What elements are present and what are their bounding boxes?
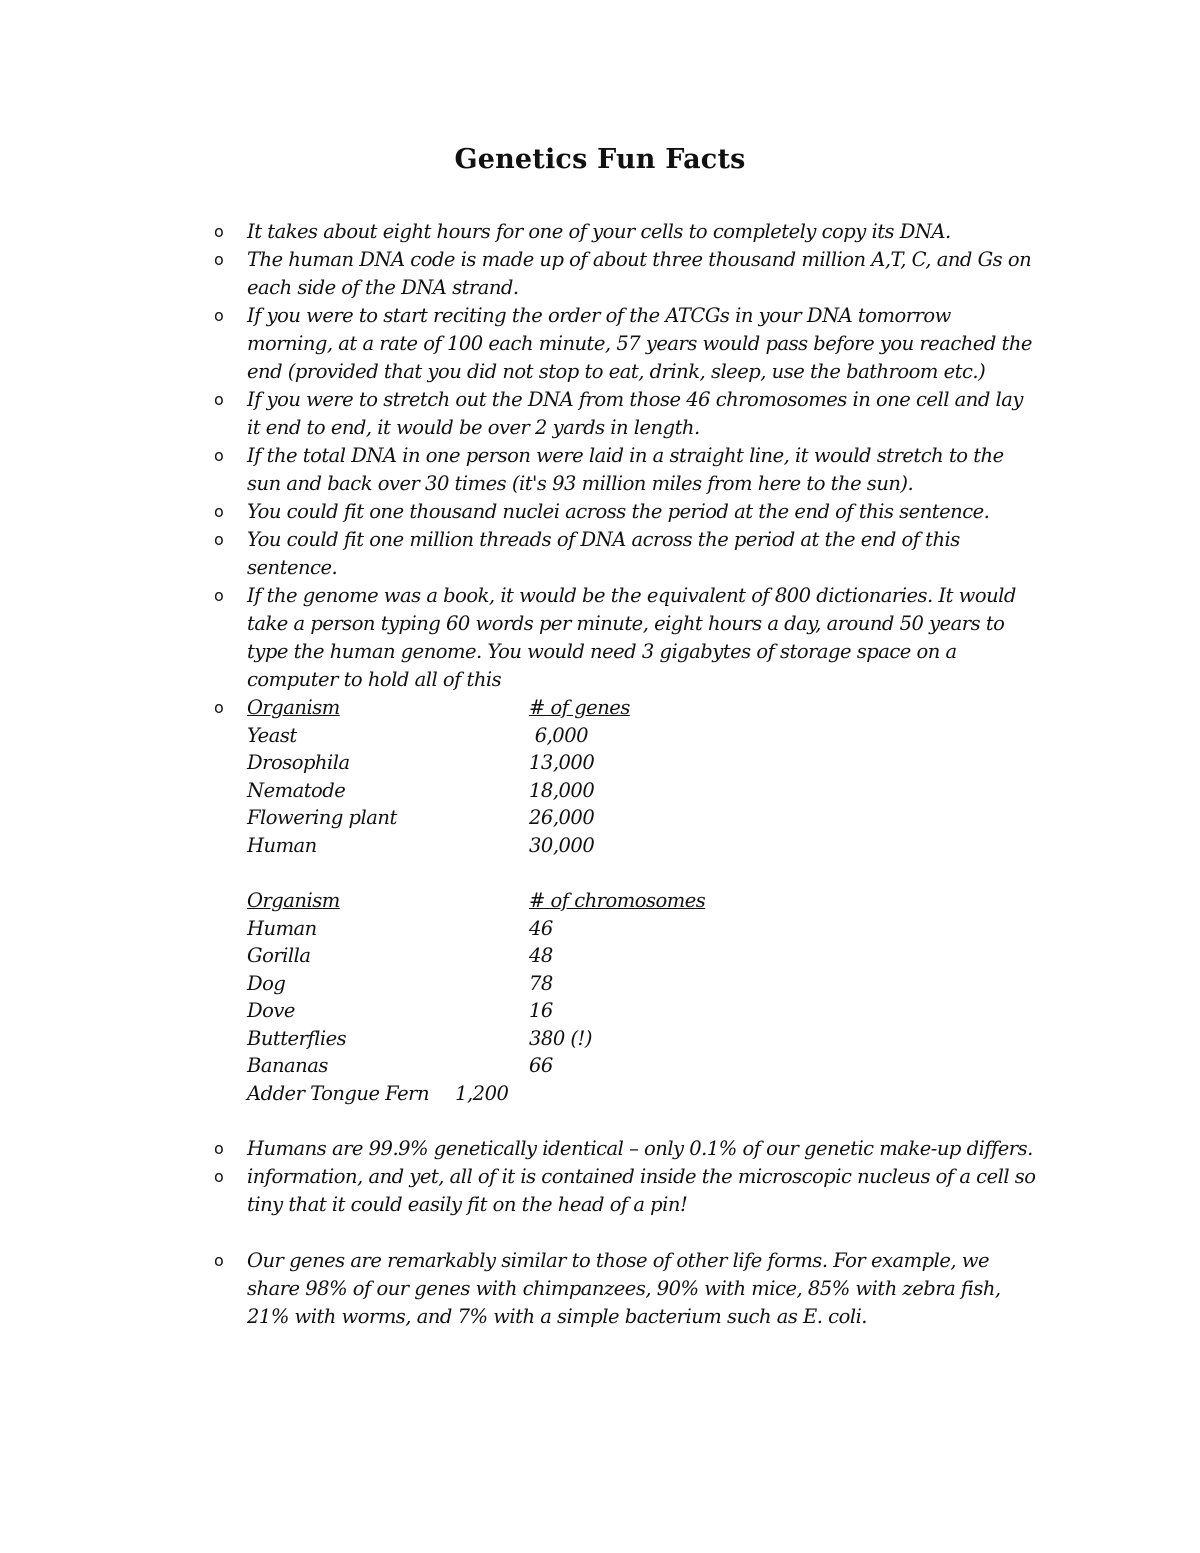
fact-text: You could fit one million threads of DNA across the period at the end of this sentence. xyxy=(247,528,960,579)
table-header-row xyxy=(247,887,1040,915)
genes-cell: 18,000 xyxy=(529,778,595,802)
organism-cell: Human xyxy=(247,916,317,940)
table-row xyxy=(247,1052,1040,1080)
table-row xyxy=(247,942,1040,970)
list-item xyxy=(210,1163,1040,1219)
list-item xyxy=(210,302,1040,386)
table-row xyxy=(247,832,1040,860)
genes-table xyxy=(247,694,1040,859)
page-title: Genetics Fun Facts xyxy=(454,144,746,175)
facts-list xyxy=(210,218,1040,1331)
bullet-marker: o xyxy=(214,446,224,465)
genes-cell: 13,000 xyxy=(529,751,595,774)
table-spacer xyxy=(247,859,1040,887)
fact-text: information, and yet, all of it is contained inside the microscopic nucleus of a cell so tiny that it could easily fit on the head of a pin! xyxy=(247,1165,1036,1216)
bullet-marker: o xyxy=(214,306,224,325)
organism-cell: Adder Tongue Fern xyxy=(247,1081,430,1105)
chromosomes-cell: 48 xyxy=(529,944,553,967)
organism-cell: Yeast xyxy=(247,723,297,747)
list-item xyxy=(210,218,1040,246)
fact-text: If you were to stretch out the DNA from those 46 chromosomes in one cell and lay it end to end, it would be over 2 yards in length. xyxy=(247,388,1023,439)
organism-cell: Butterflies xyxy=(247,1026,347,1050)
bullet-marker: o xyxy=(214,250,224,269)
organism-cell: Drosophila xyxy=(247,751,350,774)
fact-text: Humans are 99.9% genetically identical – only 0.1% of our genetic make-up differs. xyxy=(247,1137,1033,1160)
bullet-marker: o xyxy=(214,698,224,717)
column-header-organism: Organism xyxy=(247,889,340,912)
chromosomes-table xyxy=(247,887,1040,1107)
table-row xyxy=(247,970,1040,998)
bullet-marker: o xyxy=(214,1251,224,1270)
organism-cell: Dog xyxy=(247,971,286,995)
genes-cell: 6,000 xyxy=(529,723,589,747)
list-item xyxy=(210,1135,1040,1163)
list-item xyxy=(210,498,1040,526)
table-row xyxy=(247,749,1040,777)
chromosomes-cell: 1,200 xyxy=(455,1081,509,1105)
bullet-marker: o xyxy=(214,1139,224,1158)
table-row xyxy=(247,804,1040,832)
genes-cell: 26,000 xyxy=(529,806,595,829)
organism-cell: Flowering plant xyxy=(247,806,397,829)
bullet-marker: o xyxy=(214,390,224,409)
genes-cell: 30,000 xyxy=(529,833,595,857)
list-item xyxy=(210,1247,1040,1331)
fact-text: If you were to start reciting the order of the ATCGs in your DNA tomorrow morning, at a rate of 100 each minute, 57 years would pass before you reached the end (provided that you did not stop to eat, drink, sleep, use the bathroom etc.) xyxy=(247,304,1032,383)
fact-text: If the total DNA in one person were laid in a straight line, it would stretch to the sun and back over 30 times (it's 93 million miles from here to the sun). xyxy=(247,444,1004,495)
fact-text: If the genome was a book, it would be the equivalent of 800 dictionaries. It would take a person typing 60 words per minute, eight hours a day, around 50 years to type the human genome. You would need 3 gigabytes of storage space on a computer to hold all of this xyxy=(247,584,1016,691)
chromosomes-cell: 66 xyxy=(529,1054,553,1077)
organism-cell: Bananas xyxy=(247,1054,328,1077)
table-row xyxy=(247,997,1040,1025)
bullet-marker: o xyxy=(214,1167,224,1186)
chromosomes-cell: 78 xyxy=(529,971,553,995)
bullet-marker: o xyxy=(214,530,224,549)
list-item-tables xyxy=(210,694,1040,1107)
list-item xyxy=(210,526,1040,582)
fact-text: Our genes are remarkably similar to those of other life forms. For example, we share 98% of our genes with chimpanzees, 90% with mice, 85% with zebra fish, 21% with worms, and 7% with a simple bacterium such as E. coli. xyxy=(247,1249,1001,1328)
table-row xyxy=(247,1080,1040,1108)
bullet-marker: o xyxy=(214,502,224,521)
column-header-organism: Organism xyxy=(247,696,340,719)
bullet-marker: o xyxy=(214,222,224,241)
column-header-chromosomes: # of chromosomes xyxy=(529,889,706,912)
fact-text: You could fit one thousand nuclei across the period at the end of this sentence. xyxy=(247,500,990,523)
list-item xyxy=(210,582,1040,694)
bullet-marker: o xyxy=(214,586,224,605)
organism-cell: Nematode xyxy=(247,778,346,802)
list-item xyxy=(210,386,1040,442)
organism-cell: Dove xyxy=(247,999,295,1022)
table-header-row xyxy=(247,694,1040,722)
list-item xyxy=(210,246,1040,302)
fact-text: The human DNA code is made up of about three thousand million A,T, C, and Gs on each side of the DNA strand. xyxy=(247,248,1032,299)
organism-cell: Human xyxy=(247,833,317,857)
table-row xyxy=(247,777,1040,805)
chromosomes-cell: 380 (!) xyxy=(529,1026,592,1050)
table-row xyxy=(247,915,1040,943)
fact-text: It takes about eight hours for one of your cells to completely copy its DNA. xyxy=(247,220,951,243)
column-header-genes: # of genes xyxy=(529,696,630,719)
chromosomes-cell: 16 xyxy=(529,999,553,1022)
chromosomes-cell: 46 xyxy=(529,916,553,940)
organism-cell: Gorilla xyxy=(247,944,311,967)
table-row xyxy=(247,722,1040,750)
table-row xyxy=(247,1025,1040,1053)
list-item xyxy=(210,442,1040,498)
